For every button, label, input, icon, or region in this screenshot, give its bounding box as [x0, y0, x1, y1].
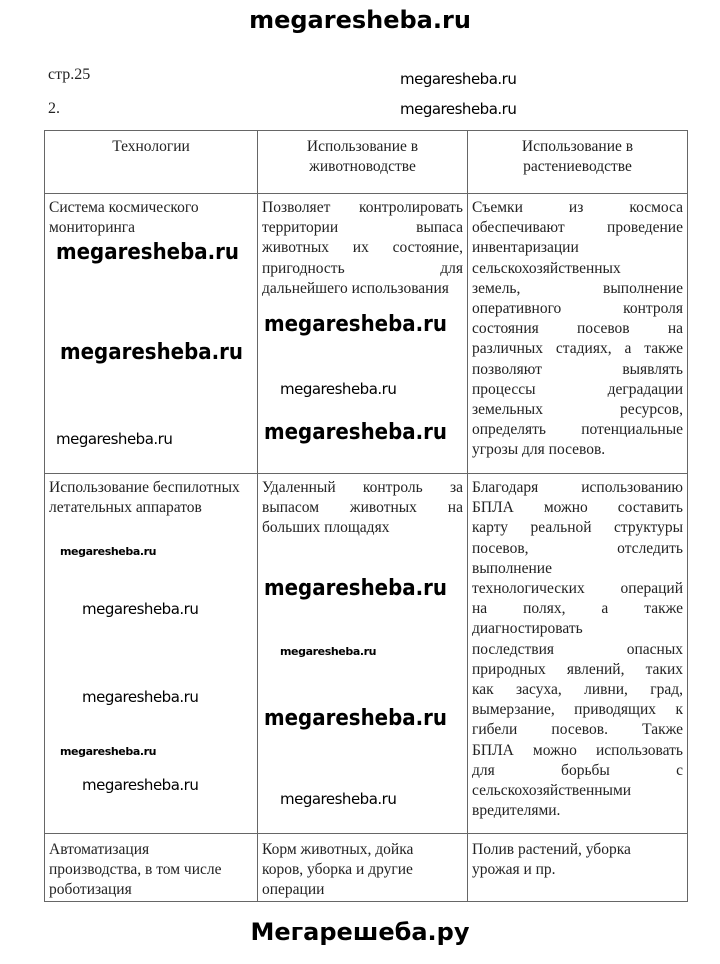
cell-text-line: больших площадях	[262, 519, 390, 537]
cell-text-line: роботизация	[49, 881, 132, 899]
site-header: megaresheba.ru	[249, 6, 471, 34]
cell-text-line: различных стадиях, а также	[472, 340, 683, 358]
cell-text-line: Использование беспилотных	[49, 479, 240, 496]
cell-text-line: технологических операций	[472, 580, 683, 598]
header-livestock	[258, 131, 468, 194]
watermark: megaresheba.ru	[280, 645, 377, 658]
watermark: megaresheba.ru	[60, 340, 244, 365]
cell-text-line: вымерзание, приводящих к	[472, 701, 683, 719]
cell-text-line: Корм животных, дойка	[262, 841, 414, 858]
watermark: megaresheba.ru	[264, 576, 448, 601]
header-crops	[468, 131, 688, 194]
cell-text-line: сельскохозяйственных	[472, 259, 621, 277]
cell-text-line: позволяют выявлять	[472, 360, 683, 378]
cell-text-line: растениеводстве	[523, 158, 632, 176]
crops-cell	[468, 194, 688, 474]
cell-text-line: определять потенциальные	[472, 421, 683, 439]
cell-text-line: Использование в	[521, 138, 634, 155]
cell-text-line: оперативного контроля	[472, 300, 683, 318]
cell-text-line: инвентаризации	[472, 239, 579, 257]
crops-cell	[468, 474, 688, 834]
crops-cell	[468, 834, 688, 902]
cell-text-line: для борьбы с	[472, 761, 683, 779]
cell-text-line: Технологии	[112, 138, 190, 155]
cell-text-line: урожая и пр.	[472, 861, 556, 879]
watermark: megaresheba.ru	[264, 706, 448, 731]
watermark: megaresheba.ru	[264, 312, 448, 337]
cell-text-line: на полях, а также	[472, 600, 683, 618]
cell-text-line: Использование в	[306, 138, 419, 155]
cell-text-line: как засуха, ливни, град,	[472, 681, 683, 699]
cell-text-line: Съемки из космоса	[472, 199, 683, 216]
cell-text-line: производства, в том числе	[49, 861, 222, 879]
cell-text-line: природных явлений, таких	[472, 660, 683, 678]
cell-text-line: животных их состояние,	[262, 239, 463, 257]
cell-text-line: животноводстве	[309, 158, 416, 176]
watermark: megaresheba.ru	[280, 790, 397, 808]
livestock-cell	[258, 834, 468, 902]
cell-text-line: территории выпаса	[262, 219, 463, 237]
watermark: megaresheba.ru	[82, 600, 199, 618]
cell-text-line: гибели посевов. Также	[472, 721, 683, 739]
cell-text-line: обеспечивают проведение	[472, 219, 683, 237]
cell-text-line: угрозы для посевов.	[472, 441, 606, 459]
cell-text-line: Система космического	[49, 199, 199, 216]
cell-text-line: дальнейшего использования	[262, 279, 449, 297]
cell-text-line: земель, выполнение	[472, 279, 683, 297]
table-row	[45, 834, 688, 902]
cell-text-line: коров, уборка и другие	[262, 861, 413, 879]
cell-text-line: летательных аппаратов	[49, 499, 202, 517]
cell-text-line: состояния посевов на	[472, 320, 683, 338]
header-technologies	[45, 131, 258, 194]
cell-text-line: земельных ресурсов,	[472, 401, 683, 419]
cell-text-line: Автоматизация	[49, 841, 150, 858]
cell-text-line: процессы деградации	[472, 380, 683, 398]
cell-text-line: выпасом животных на	[262, 499, 463, 517]
watermark: megaresheba.ru	[264, 420, 448, 445]
cell-text-line: вредителями.	[472, 802, 561, 820]
task-number: 2.	[48, 100, 60, 117]
watermark: megaresheba.ru	[400, 100, 517, 118]
cell-text-line: Полив растений, уборка	[472, 841, 631, 858]
cell-text-line: операции	[262, 881, 325, 899]
cell-text-line: выполнение	[472, 559, 552, 577]
cell-text-line: посевов, отследить	[472, 539, 683, 557]
cell-text-line: БПЛА можно составить	[472, 499, 683, 517]
technology-cell	[45, 834, 258, 902]
watermark: megaresheba.ru	[56, 430, 173, 448]
table-header-row	[45, 131, 688, 194]
cell-text-line: сельскохозяйственными	[472, 782, 632, 800]
watermark: megaresheba.ru	[60, 745, 157, 758]
cell-text-line: диагностировать	[472, 620, 583, 638]
cell-text-line: Благодаря использованию	[472, 479, 683, 496]
cell-text-line: БПЛА можно использовать	[472, 741, 683, 759]
cell-text-line: Удаленный контроль за	[262, 479, 463, 496]
cell-text-line: карту реальной структуры	[472, 519, 683, 537]
watermark: megaresheba.ru	[400, 70, 517, 88]
watermark: megaresheba.ru	[60, 545, 157, 558]
cell-text-line: последствия опасных	[472, 640, 683, 658]
site-footer: Мегарешеба.ру	[250, 918, 470, 946]
watermark: megaresheba.ru	[280, 380, 397, 398]
watermark: megaresheba.ru	[82, 776, 199, 794]
cell-text-line: Позволяет контролировать	[262, 199, 463, 216]
watermark: megaresheba.ru	[82, 688, 199, 706]
cell-text-line: мониторинга	[49, 219, 136, 237]
watermark: megaresheba.ru	[56, 240, 240, 265]
page-reference: стр.25	[48, 66, 91, 83]
cell-text-line: пригодность для	[262, 259, 463, 277]
